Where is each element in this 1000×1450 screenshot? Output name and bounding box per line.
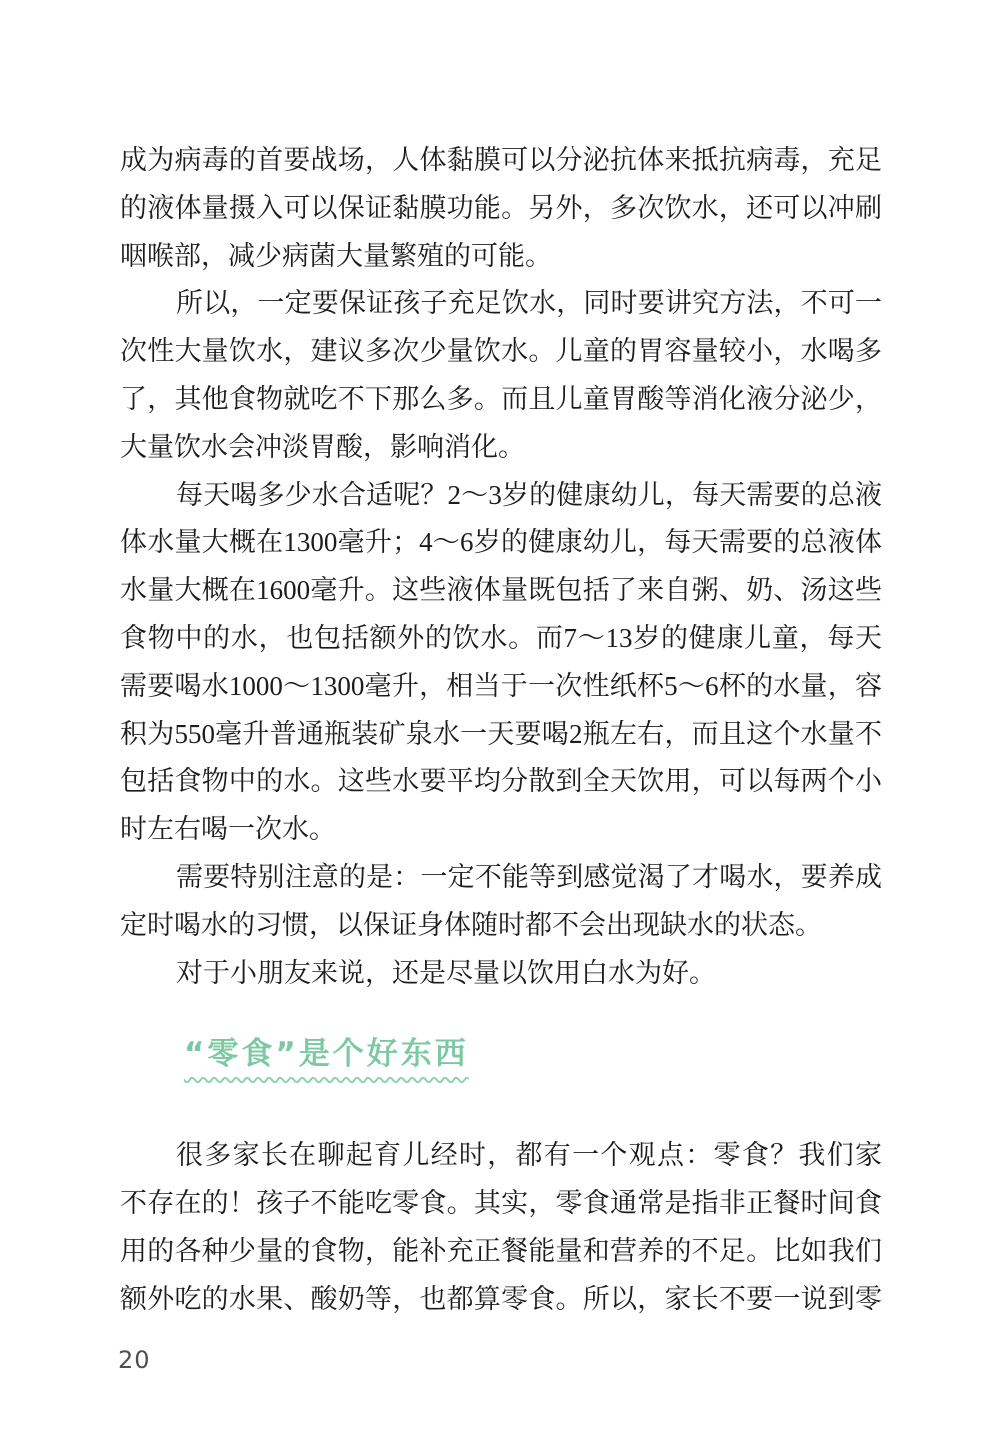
text-line: 食物中的水，也包括额外的饮水。而7～13岁的健康儿童，每天 [120,622,882,653]
paragraph [120,950,882,998]
text-line: 包括食物中的水。这些水要平均分散到全天饮用，可以每两个小 [120,766,882,797]
text-line: 用的各种少量的食物，能补充正餐能量和营养的不足。比如我们 [120,1235,882,1266]
text-line: 体水量大概在1300毫升；4～6岁的健康幼儿，每天需要的总液体 [120,527,882,558]
text-line: 对于小朋友来说，还是尽量以饮用白水为好。 [176,957,716,988]
text-line: 不存在的！孩子不能吃零食。其实，零食通常是指非正餐时间食 [120,1188,882,1219]
text-line: 时左右喝一次水。 [120,814,336,845]
paragraph [120,1132,882,1323]
paragraph [120,472,882,854]
text-line: 积为550毫升普通瓶装矿泉水一天要喝2瓶左右，而且这个水量不 [120,718,882,749]
text-line: 定时喝水的习惯，以保证身体随时都不会出现缺水的状态。 [120,909,822,940]
text-line: 了，其他食物就吃不下那么多。而且儿童胃酸等消化液分泌少， [120,383,882,414]
page-footer [118,1346,151,1374]
text-line: 需要喝水1000～1300毫升，相当于一次性纸杯5～6杯的水量，容 [120,670,882,701]
text-line: 次性大量饮水，建议多次少量饮水。儿童的胃容量较小，水喝多 [120,336,882,367]
text-line: 咽喉部，减少病菌大量繁殖的可能。 [120,240,552,271]
text-line: 额外吃的水果、酸奶等，也都算零食。所以，家长不要一说到零 [120,1283,882,1314]
section-heading-text: “零食”是个好东西 [184,1036,469,1073]
text-line: 很多家长在聊起育儿经时，都有一个观点：零食？我们家 [176,1140,882,1171]
paragraph [120,137,882,280]
text-line: 成为病毒的首要战场，人体黏膜可以分泌抗体来抵抗病毒，充足 [120,145,882,175]
text-line: 需要特别注意的是：一定不能等到感觉渴了才喝水，要养成 [176,861,882,892]
section-heading [184,1034,882,1074]
text-line: 所以，一定要保证孩子充足饮水，同时要讲究方法，不可一 [176,288,882,319]
paragraph [120,854,882,950]
page-number: 20 [118,1346,151,1374]
paragraph [120,280,882,471]
text-line: 水量大概在1600毫升。这些液体量既包括了来自粥、奶、汤这些 [120,575,882,606]
page-content [120,0,882,1324]
text-line: 的液体量摄入可以保证黏膜功能。另外，多次饮水，还可以冲刷 [120,192,882,223]
text-line: 每天喝多少水合适呢？2～3岁的健康幼儿，每天需要的总液 [176,479,882,510]
text-line: 大量饮水会冲淡胃酸，影响消化。 [120,431,525,462]
